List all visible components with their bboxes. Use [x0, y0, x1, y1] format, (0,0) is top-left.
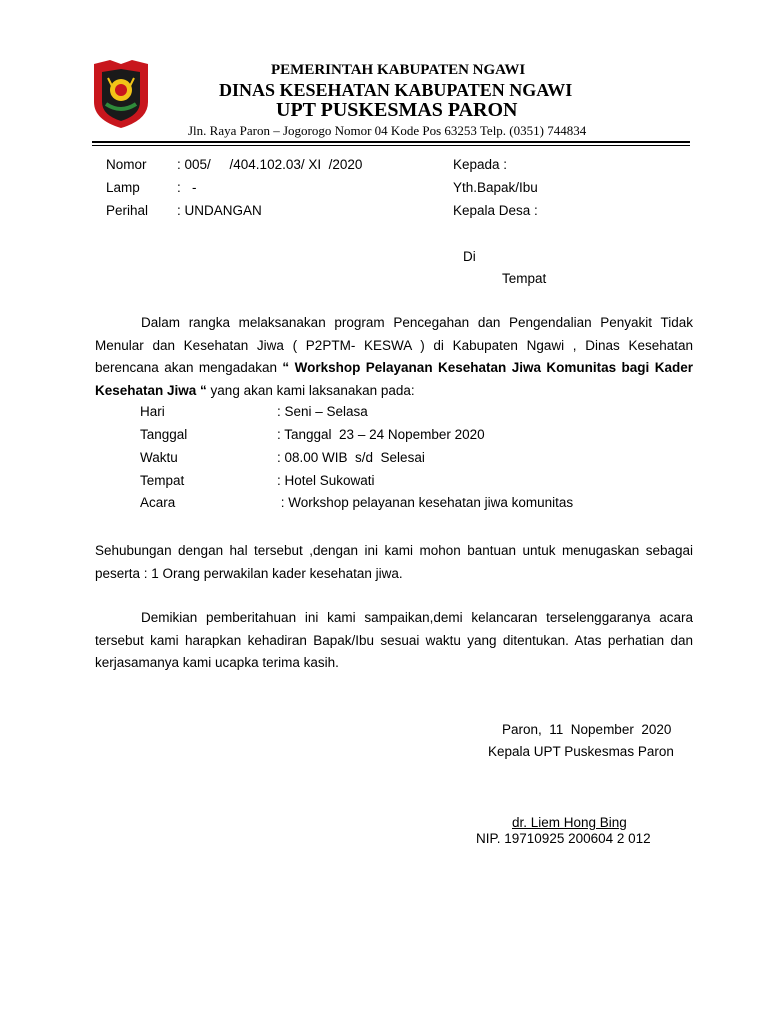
letterhead-department: DINAS KESEHATAN KABUPATEN NGAWI [219, 80, 573, 100]
intro-text-b: yang akan kami laksanakan pada: [206, 382, 415, 398]
recipient-kepada: Kepada : [453, 157, 508, 172]
nomor-label: Nomor [106, 157, 147, 172]
request-paragraph: Sehubungan dengan hal tersebut ,dengan ini kami mohon bantuan untuk menugaskan sebagai peserta : 1 Orang perwakilan kader kesehatan jiwa. [95, 543, 693, 581]
signature-title: Kepala UPT Puskesmas Paron [488, 744, 674, 759]
workshop-title: “ Workshop Pelayanan Kesehatan Jiwa Komunitas bagi Kader Kesehatan Jiwa “ [95, 360, 693, 398]
nomor-value: : 005/ /404.102.03/ XI /2020 [177, 157, 363, 172]
lamp-label: Lamp [106, 180, 140, 195]
intro-paragraph [95, 312, 693, 402]
detail-label: Waktu [140, 450, 178, 465]
detail-label: Acara [140, 495, 176, 510]
detail-value: : Seni – Selasa [277, 404, 368, 419]
detail-label: Hari [140, 404, 165, 419]
letterhead-institution: UPT PUSKESMAS PARON [276, 99, 518, 121]
recipient-yth: Yth.Bapak/Ibu [453, 180, 538, 195]
signature-nip: NIP. 19710925 200604 2 012 [476, 831, 651, 846]
lamp-value: : - [177, 180, 197, 195]
detail-value: : Hotel Sukowati [277, 473, 375, 488]
detail-value: : Workshop pelayanan kesehatan jiwa komunitas [277, 495, 574, 510]
detail-label: Tanggal [140, 427, 188, 442]
recipient-kepala-desa: Kepala Desa : [453, 203, 538, 218]
detail-label: Tempat [140, 473, 185, 488]
puskesmas-logo [90, 58, 152, 130]
signature-name: dr. Liem Hong Bing [512, 815, 627, 830]
detail-value: : Tanggal 23 – 24 Nopember 2020 [277, 427, 485, 442]
letterhead-address: Jln. Raya Paron – Jogorogo Nomor 04 Kode Pos 63253 Telp. (0351) 744834 [188, 123, 587, 138]
detail-value: : 08.00 WIB s/d Selesai [277, 450, 425, 465]
intro-text-a: Dalam rangka melaksanakan program Pencegahan dan Pengendalian Penyakit Tidak Menular dan Kesehatan Jiwa ( P2PTM- KESWA ) di Kabupaten Ngawi , Dinas Kesehatan berencana akan mengadakan [95, 315, 693, 375]
letterhead-government: PEMERINTAH KABUPATEN NGAWI [271, 62, 526, 78]
header-rule-thick [92, 141, 690, 143]
header-rule-thin [92, 145, 690, 146]
perihal-value: : UNDANGAN [177, 203, 262, 218]
closing-paragraph: Demikian pemberitahuan ini kami sampaikan,demi kelancaran terselenggaranya acara tersebut kami harapkan kehadiran Bapak/Ibu sesuai waktu yang ditentukan. Atas perhatian dan kerjasamanya kami ucapka terima kasih. [95, 610, 693, 670]
perihal-label: Perihal [106, 203, 149, 218]
signature-place-date: Paron, 11 Nopember 2020 [502, 722, 672, 737]
recipient-di: Di [463, 249, 476, 264]
recipient-tempat: Tempat [502, 271, 547, 286]
